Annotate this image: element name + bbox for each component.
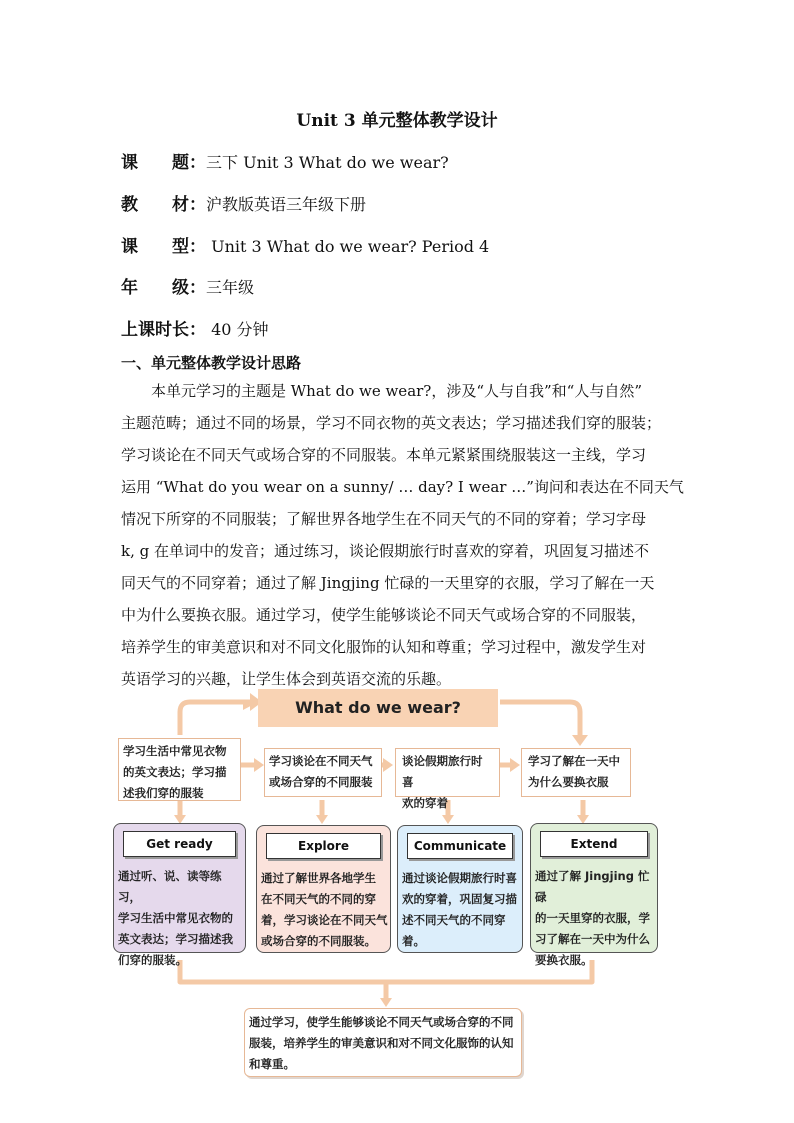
stage-text: 着，学习谈论在不同天气 — [261, 913, 388, 927]
stage-explore — [256, 825, 391, 953]
goal-box-3 — [395, 748, 500, 810]
stage-description — [261, 868, 388, 952]
stage-tag: Get ready — [123, 831, 236, 857]
paragraph-line: k, g 在单词中的发音；通过练习，谈论假期旅行时喜欢的穿着，巩固复习描述不 — [121, 542, 649, 560]
stage-text: 欢的穿着，巩固复习描 — [402, 892, 517, 906]
stage-text: 学习生活中常见衣物的 — [118, 911, 233, 925]
paragraph-line: 运用 “What do you wear on a sunny/ … day? I wear …”询问和表达在不同天气 — [121, 478, 684, 496]
summary-text: 和尊重。 — [249, 1057, 295, 1071]
stage-extend — [530, 823, 658, 967]
summary-text: 服装，培养学生的审美意识和对不同文化服饰的认知 — [249, 1036, 514, 1050]
goal-text: 学习了解在一天中 — [528, 754, 620, 768]
page-title: Unit 3 单元整体教学设计 — [296, 111, 498, 131]
stage-text: 通过谈论假期旅行时喜 — [402, 871, 517, 885]
stage-text: 通过听、说、读等练习， — [118, 869, 222, 904]
summary-text: 通过学习，使学生能够谈论不同天气或场合穿的不同 — [249, 1015, 514, 1029]
arrow-head — [510, 758, 520, 772]
diagram-title: What do we wear? — [295, 698, 461, 717]
goal-text: 欢的穿着 — [402, 796, 448, 810]
stage-description — [402, 868, 520, 952]
paragraph-line: 本单元学习的主题是 What do we wear?，涉及“人与自我”和“人与自然” — [121, 382, 643, 400]
stage-text: 通过了解 Jingjing 忙碌 — [535, 869, 650, 904]
goal-text: 谈论假期旅行时喜 — [402, 754, 483, 789]
stage-text: 述不同天气的不同穿着。 — [402, 913, 506, 948]
paragraph-line: 学习谈论在不同天气或场合穿的不同服装。本单元紧紧围绕服装这一主线，学习 — [121, 446, 647, 464]
arrow-head — [572, 735, 588, 746]
goal-text: 的英文表达；学习描 — [123, 765, 227, 779]
stage-description — [118, 866, 243, 971]
diagram-title-box — [258, 689, 498, 727]
field-label: 课 型： — [121, 237, 206, 257]
field-value: Unit 3 What do we wear? Period 4 — [206, 237, 490, 256]
loop-arrow-left — [180, 702, 250, 735]
goal-text: 为什么要换衣服 — [528, 775, 609, 789]
field-label: 年 级： — [121, 278, 206, 298]
field-value: 40 分钟 — [206, 320, 269, 339]
field-label: 上课时长： — [121, 320, 206, 340]
paragraph-line: 英语学习的兴趣，让学生体会到英语交流的乐趣。 — [121, 670, 452, 688]
section-heading: 一、单元整体教学设计思路 — [121, 354, 302, 372]
stage-communicate — [397, 825, 523, 953]
paragraph-line: 同天气的不同穿着；通过了解 Jingjing 忙碌的一天里穿的衣服，学习了解在一天 — [121, 574, 655, 592]
stage-tag: Explore — [266, 833, 381, 859]
stage-text: 通过了解世界各地学生 — [261, 871, 376, 885]
arrow-head — [316, 815, 328, 824]
stage-text: 的一天里穿的衣服，学 — [535, 911, 650, 925]
paragraph-line: 培养学生的审美意识和对不同文化服饰的认知和尊重；学习过程中，激发学生对 — [121, 638, 647, 656]
arrow-head — [442, 815, 454, 824]
stage-text: 习了解在一天中为什么 — [535, 932, 650, 946]
stage-text: 或场合穿的不同服装。 — [261, 934, 376, 948]
field-label: 教 材： — [121, 195, 206, 215]
goal-text: 述我们穿的服装 — [123, 786, 204, 800]
field-label: 课 题： — [121, 153, 206, 173]
loop-arrow-right — [500, 702, 580, 740]
stage-text: 英文表达；学习描述我 — [118, 932, 233, 946]
goal-text: 学习谈论在不同天气 — [269, 754, 373, 768]
stage-text: 在不同天气的不同的穿 — [261, 892, 376, 906]
arrow-head — [380, 998, 392, 1007]
arrow-head — [254, 758, 264, 772]
stage-description — [535, 866, 655, 971]
summary-box — [244, 1008, 522, 1077]
stage-get-ready — [113, 823, 246, 967]
arrow-head — [383, 758, 393, 772]
stage-tag: Communicate — [407, 833, 513, 859]
paragraph-line: 中为什么要换衣服。通过学习，使学生能够谈论不同天气或场合穿的不同服装， — [121, 606, 647, 624]
paragraph-line: 主题范畴；通过不同的场景，学习不同衣物的英文表达；学习描述我们穿的服装； — [121, 414, 662, 432]
field-value: 三下 Unit 3 What do we wear? — [206, 153, 449, 172]
goal-text: 或场合穿的不同服装 — [269, 775, 373, 789]
goal-box-4 — [521, 748, 631, 797]
field-value: 沪教版英语三年级下册 — [206, 195, 367, 214]
goal-box-1 — [118, 738, 241, 801]
field-value: 三年级 — [206, 278, 255, 297]
goal-box-2 — [264, 748, 382, 797]
stage-text: 们穿的服装。 — [118, 953, 187, 967]
stage-tag: Extend — [540, 831, 648, 857]
goal-text: 学习生活中常见衣物 — [123, 744, 227, 758]
paragraph-line: 情况下所穿的不同服装；了解世界各地学生在不同天气的不同的穿着；学习字母 — [121, 510, 647, 528]
stage-text: 要换衣服。 — [535, 953, 593, 967]
